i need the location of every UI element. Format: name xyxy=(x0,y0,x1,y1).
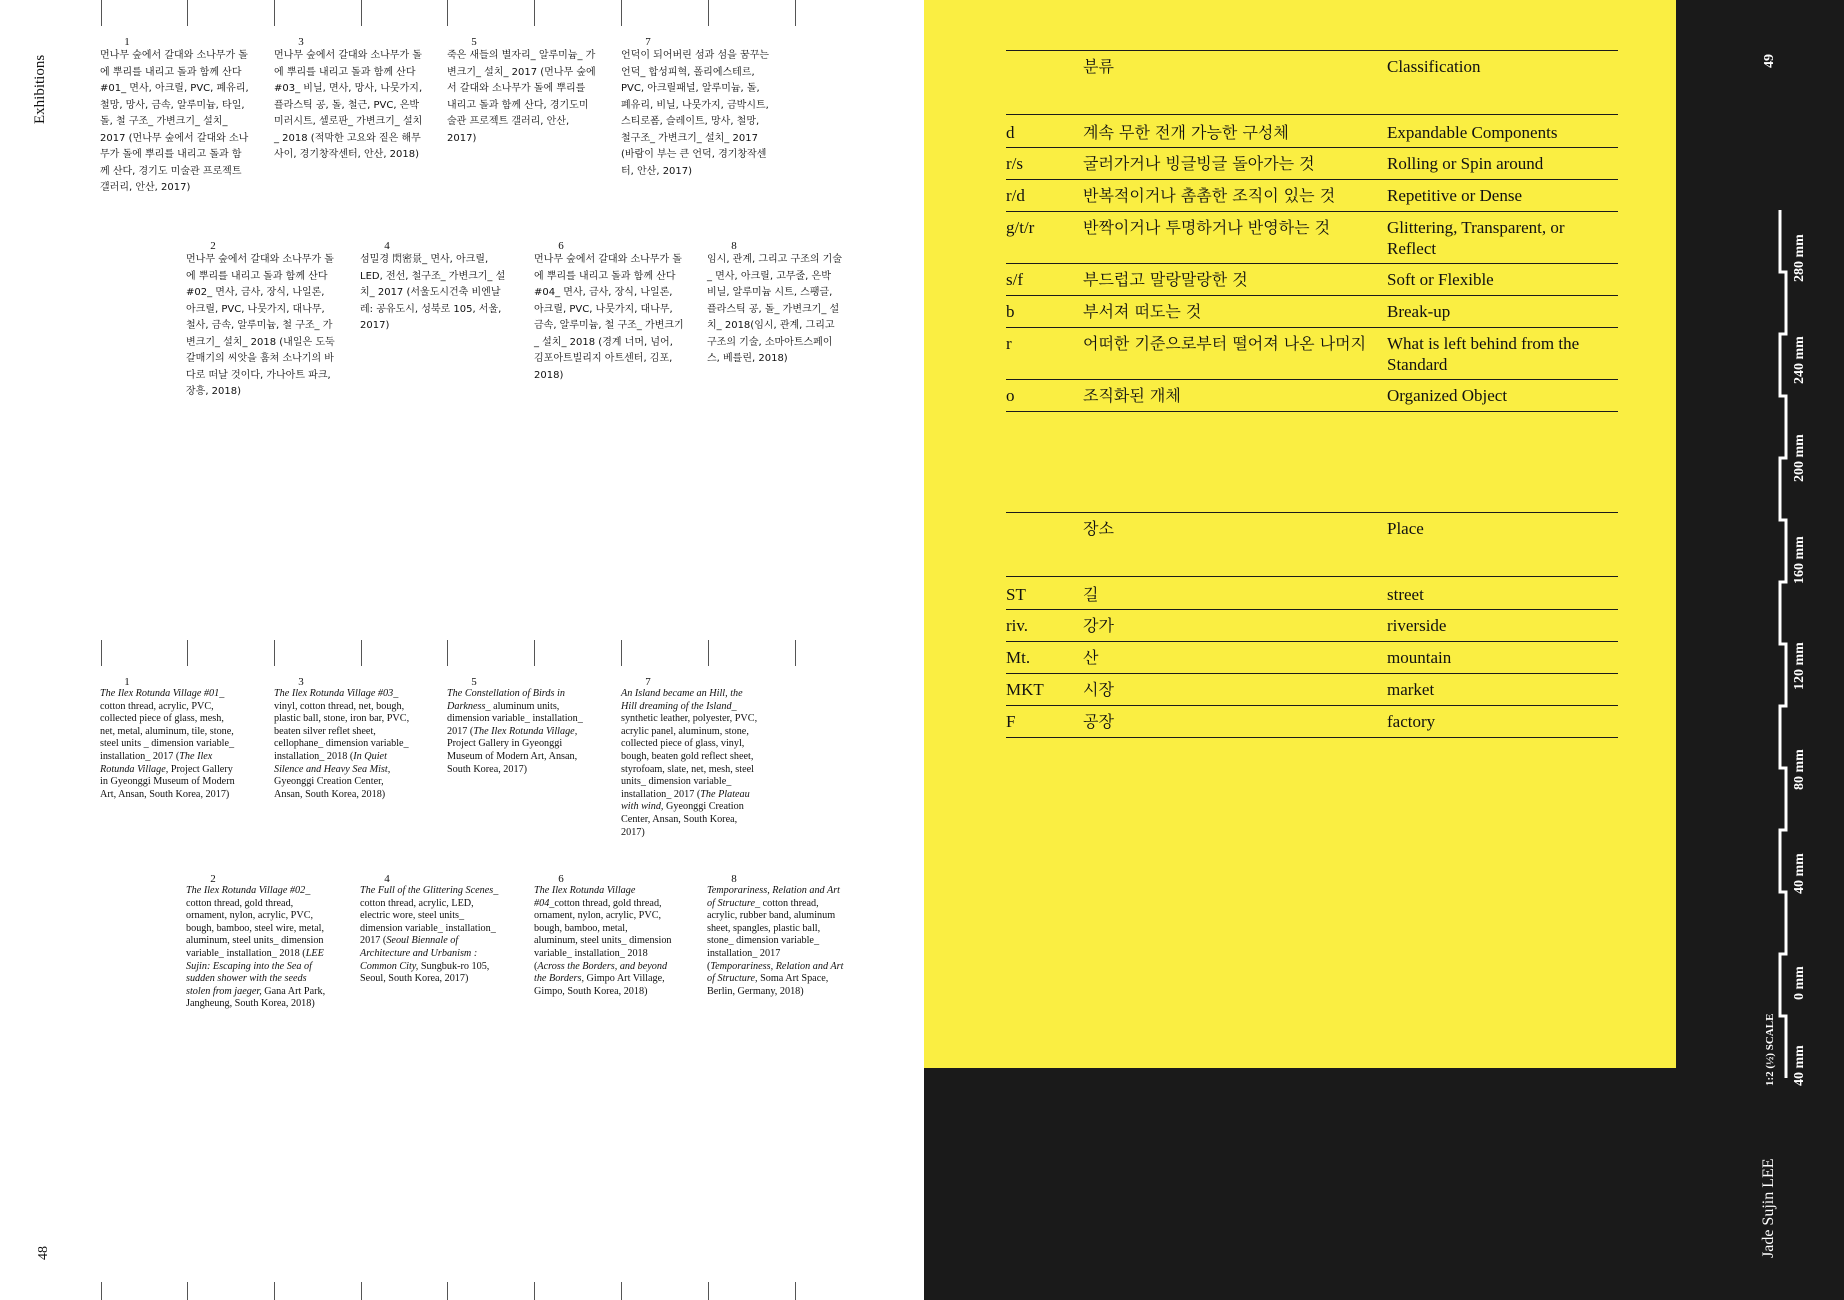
english-entry xyxy=(534,873,674,998)
table-cell-abbr: MKT xyxy=(1006,680,1044,699)
entry-venue: Soma Art Space, Berlin, Germany, 2018) xyxy=(707,973,829,997)
table-cell-abbr: r/d xyxy=(1006,186,1025,205)
table-cell-en: Repetitive or Dense xyxy=(1387,186,1523,205)
table-cell-en: mountain xyxy=(1387,648,1452,667)
scale-label: 40 mm xyxy=(1792,853,1807,894)
korean-entry xyxy=(186,240,336,401)
entry-number: 4 xyxy=(384,240,390,252)
tick-mark xyxy=(447,640,448,666)
table-cell-abbr: g/t/r xyxy=(1006,218,1035,237)
entry-title: The Full of the Glittering Scenes_ xyxy=(360,885,499,896)
table-rule xyxy=(1006,147,1618,148)
tick-mark xyxy=(621,640,622,666)
scale-label: 160 mm xyxy=(1792,536,1807,584)
scale-ruler-line xyxy=(1780,210,1786,1078)
tick-mark xyxy=(708,1282,709,1300)
entry-venue: Gyeonggi Creation Center, Ansan, South Korea, 2018) xyxy=(274,776,386,800)
tick-mark xyxy=(447,1282,448,1300)
korean-entry xyxy=(707,240,842,368)
entry-venue-title: The Ilex Rotunda Village, xyxy=(100,750,213,775)
korean-entry xyxy=(621,36,771,180)
tick-mark xyxy=(361,0,362,26)
tick-mark xyxy=(101,640,102,666)
table-rule xyxy=(1006,179,1618,180)
english-entry xyxy=(447,676,587,776)
place-header-ko: 장소 xyxy=(1083,519,1114,538)
entry-number: 5 xyxy=(471,676,477,688)
table-cell-ko: 어떠한 기준으로부터 떨어져 나온 나머지 xyxy=(1083,334,1367,353)
table-cell-ko: 강가 xyxy=(1083,616,1114,635)
tick-mark xyxy=(361,640,362,666)
table-cell-abbr: r/s xyxy=(1006,154,1023,173)
entry-body: synthetic leather, polyester, PVC, acrylic panel, aluminum, stone, collected piece of glass, vinyl, bough, beaten gold reflect sheet, styrofoam, slate, net, mesh, steel units_ dimension variable_ installation_ 2017 ( xyxy=(621,713,758,800)
table-cell-abbr: ST xyxy=(1006,585,1026,604)
english-entry xyxy=(360,873,500,986)
table-cell-en: Expandable Components xyxy=(1387,123,1558,142)
tick-mark xyxy=(534,640,535,666)
entry-number: 4 xyxy=(384,873,390,885)
table-cell-ko: 산 xyxy=(1083,648,1099,667)
section-label: Exhibitions xyxy=(32,54,48,124)
place-header-en: Place xyxy=(1387,519,1424,538)
table-rule xyxy=(1006,641,1618,642)
table-rule xyxy=(1006,50,1618,51)
table-rule xyxy=(1006,411,1618,412)
table-rule xyxy=(1006,673,1618,674)
table-cell-ko: 조직화된 개체 xyxy=(1083,386,1181,405)
entry-venue: Gimpo Art Village, Gimpo, South Korea, 2018) xyxy=(534,973,665,997)
entry-body: cotton thread, gold thread, ornament, nylon, acrylic, PVC, bough, bamboo, metal, aluminum, steel units_ dimension variable_ installation_ 2018 ( xyxy=(534,897,672,972)
tick-mark xyxy=(795,1282,796,1300)
entry-venue: Gyeonggi Creation Center, Ansan, South Korea, 2017) xyxy=(621,801,744,838)
table-cell-en: market xyxy=(1387,680,1435,699)
tick-mark xyxy=(101,0,102,26)
table-cell-en: Soft or Flexible xyxy=(1387,270,1494,289)
korean-entry xyxy=(534,240,684,384)
entry-title: Temporariness, Relation and Art of Structure_ xyxy=(707,885,841,909)
entry-venue-title: Across the Borders, and beyond the Borders, xyxy=(534,960,668,985)
korean-entry xyxy=(100,36,250,197)
table-cell-en: Glittering, Transparent, or Reflect xyxy=(1387,218,1565,258)
scale-title: 1:2 (½) SCALE xyxy=(1764,1013,1776,1086)
tick-mark xyxy=(361,1282,362,1300)
tick-mark xyxy=(621,0,622,26)
tick-mark xyxy=(274,1282,275,1300)
english-entry xyxy=(621,676,761,839)
tick-mark xyxy=(708,0,709,26)
table-cell-ko: 부드럽고 말랑말랑한 것 xyxy=(1083,270,1248,289)
entry-venue-title: Seoul Biennale of Architecture and Urbanism : Common City, xyxy=(360,935,478,972)
table-cell-en: Rolling or Spin around xyxy=(1387,154,1544,173)
entry-body: cotton thread, gold thread, ornament, nylon, acrylic, PVC, bough, bamboo, steel wire, metal, aluminum, steel units_ dimension variable_ installation_ 2018 ( xyxy=(186,897,325,959)
entry-number: 6 xyxy=(558,873,564,885)
classification-table xyxy=(1006,50,1618,420)
table-rule xyxy=(1006,576,1618,577)
scale-label: 40 mm xyxy=(1792,1045,1807,1086)
english-entry xyxy=(707,873,847,998)
table-cell-abbr: o xyxy=(1006,386,1015,405)
tick-mark xyxy=(795,640,796,666)
table-rule xyxy=(1006,295,1618,296)
entry-number: 1 xyxy=(124,676,130,688)
scale-label: 240 mm xyxy=(1792,336,1807,384)
table-cell-abbr: b xyxy=(1006,302,1015,321)
table-cell-en: riverside xyxy=(1387,616,1447,635)
tick-mark xyxy=(795,0,796,26)
table-cell-abbr: riv. xyxy=(1006,616,1029,635)
table-rule xyxy=(1006,379,1618,380)
tick-mark xyxy=(187,0,188,26)
tick-mark xyxy=(101,1282,102,1300)
entry-text: 먼나무 숲에서 갈대와 소나무가 돌에 뿌리를 내리고 돌과 함께 산다 #02_ 면사, 금사, 장식, 나일론, 아크릴, PVC, 나뭇가지, 대나무, 철사, 금속, 알루미늄, 철 구조_ 가변크기_ 설치_ 2018 (내일은 도둑갈매기의 씨앗을 훔쳐 소나기의 바다로 떠날 것이다, 가나아트 파크, 장흥, 2018) xyxy=(186,254,335,397)
table-cell-en: Organized Object xyxy=(1387,386,1508,405)
entry-title: The Ilex Rotunda Village #01_ xyxy=(100,688,225,699)
entry-number: 2 xyxy=(210,240,216,252)
entry-text: 임시, 관계, 그리고 구조의 기술_ 면사, 아크릴, 고무줄, 은박 비닐, 알루미늄 시트, 스팽글, 플라스틱 공, 돌_ 가변크기_ 설치_ 2018(임시, 관계, 그리고 구조의 기술, 소마아트스페이스, 베를린, 2018) xyxy=(707,254,842,364)
table-rule xyxy=(1006,609,1618,610)
entry-number: 3 xyxy=(298,36,304,48)
entry-venue-title: The Plateau with wind, xyxy=(621,788,750,813)
table-rule xyxy=(1006,705,1618,706)
english-entry xyxy=(186,873,326,1011)
entry-venue: Sungbuk-ro 105, Seoul, South Korea, 2017) xyxy=(360,960,490,985)
entry-number: 7 xyxy=(645,676,651,688)
entry-venue-title: Temporariness, Relation and Art of Structure, xyxy=(707,960,844,985)
entry-venue: Gana Art Park, Jangheung, South Korea, 2018) xyxy=(186,985,326,1010)
table-rule xyxy=(1006,263,1618,264)
entry-number: 5 xyxy=(471,36,477,48)
table-cell-en: What is left behind from the Standard xyxy=(1387,334,1580,374)
entry-venue-title: LEE Sujin: Escaping into the Sea of sudden shower with the seeds stolen from jaeger, xyxy=(186,947,324,997)
entry-number: 2 xyxy=(210,873,216,885)
entry-venue-title: The Ilex Rotunda Village, xyxy=(473,725,578,737)
table-rule xyxy=(1006,327,1618,328)
entry-text: 먼나무 숲에서 갈대와 소나무가 돌에 뿌리를 내리고 돌과 함께 산다 #03_ 비닐, 면사, 망사, 나뭇가지, 플라스틱 공, 돌, 철근, PVC, 은박미러시트, 셀로판_ 가변크기_ 설치_ 2018 (적막한 고요와 짙은 해무사이, 경기창작센터, 안산, 2018) xyxy=(274,50,423,160)
table-cell-ko: 굴러가거나 빙글빙글 돌아가는 것 xyxy=(1083,154,1315,173)
table-cell-ko: 계속 무한 전개 가능한 구성체 xyxy=(1083,123,1289,142)
entry-venue-title: In Quiet Silence and Heavy Sea Mist, xyxy=(274,750,391,775)
table-cell-ko: 시장 xyxy=(1083,680,1114,699)
entry-title: The Ilex Rotunda Village #02_ xyxy=(186,885,311,896)
table-cell-abbr: F xyxy=(1006,712,1016,731)
table-cell-abbr: r xyxy=(1006,334,1012,353)
tick-mark xyxy=(274,640,275,666)
entry-venue: Project Gallery in Gyeonggi Museum of Modern Art, Ansan, South Korea, 2017) xyxy=(100,763,235,800)
entry-number: 6 xyxy=(558,240,564,252)
tick-mark xyxy=(187,1282,188,1300)
table-cell-en: street xyxy=(1387,585,1424,604)
korean-entry xyxy=(360,240,510,335)
entry-number: 8 xyxy=(731,873,737,885)
scale-label: 200 mm xyxy=(1792,434,1807,482)
table-cell-en: factory xyxy=(1387,712,1436,731)
entry-text: 죽은 새들의 별자리_ 알루미늄_ 가변크기_ 설치_ 2017 (먼나무 숲에서 갈대와 소나무가 돌에 뿌리를 내리고 돌과 함께 산다, 경기도미술관 프로젝트 갤러리, 안산, 2017) xyxy=(447,50,596,144)
scale-label: 280 mm xyxy=(1792,234,1807,282)
entry-text: 섬밀경 閃密景_ 면사, 아크릴, LED, 전선, 철구조_ 가변크기_ 설치_ 2017 (서울도시건축 비엔날레: 공유도시, 성북로 105, 서울, 2017) xyxy=(360,254,506,331)
table-cell-abbr: d xyxy=(1006,123,1015,142)
entry-number: 7 xyxy=(645,36,651,48)
tick-mark xyxy=(621,1282,622,1300)
table-cell-abbr: Mt. xyxy=(1006,648,1031,667)
table-cell-ko: 공장 xyxy=(1083,712,1114,731)
table-cell-ko: 반짝이거나 투명하거나 반영하는 것 xyxy=(1083,218,1331,237)
scale-label: 0 mm xyxy=(1792,966,1807,1000)
entry-venue: Project Gallery in Gyeonggi Museum of Modern Art, Ansan, South Korea, 2017) xyxy=(447,738,578,775)
tick-mark xyxy=(708,640,709,666)
entry-title: An Island became an Hill, the Hill dreaming of the Island_ xyxy=(621,688,743,712)
scale-ruler xyxy=(1760,210,1820,1090)
korean-entry xyxy=(274,36,424,164)
table-rule xyxy=(1006,211,1618,212)
table-rule xyxy=(1006,737,1618,738)
entry-number: 1 xyxy=(124,36,130,48)
scale-label: 120 mm xyxy=(1792,642,1807,690)
entry-body: cotton thread, acrylic, rubber band, aluminum sheet, spangles, plastic ball, stone_ dimension variable_ installation_ 2017 ( xyxy=(707,897,836,972)
tick-mark xyxy=(447,0,448,26)
entry-body: aluminum units, dimension variable_ installation_ 2017 ( xyxy=(447,700,583,737)
entry-body: cotton thread, acrylic, LED, electric wore, steel units_ dimension variable_ installation_ 2017 ( xyxy=(360,897,496,947)
author-name: Jade Sujin LEE xyxy=(1760,1158,1777,1258)
tick-mark xyxy=(187,640,188,666)
place-table xyxy=(1006,512,1618,752)
table-cell-en: Break-up xyxy=(1387,302,1451,321)
entry-text: 언덕이 되어버린 섬과 섬을 꿈꾸는 언덕_ 합성피혁, 폴리에스테르, PVC, 아크릴패널, 알루미늄, 돌, 폐유리, 비닐, 나뭇가지, 금박시트, 스티로폼, 슬레이트, 망사, 철망, 철구조_ 가변크기_ 설치_ 2017 (바람이 부는 큰 언덕, 경기창작센터, 안산, 2017) xyxy=(621,50,769,177)
entry-number: 8 xyxy=(731,240,737,252)
table-cell-ko: 부서져 떠도는 것 xyxy=(1083,302,1202,321)
table-cell-ko: 반복적이거나 촘촘한 조직이 있는 것 xyxy=(1083,186,1336,205)
english-entry xyxy=(100,676,240,801)
tick-mark xyxy=(534,0,535,26)
entry-body: cotton thread, acrylic, PVC, collected piece of glass, mesh, net, metal, aluminum, tile, stone, steel units _ dimension variable_ installation_ 2017 ( xyxy=(100,700,235,762)
entry-title: The Ilex Rotunda Village #03_ xyxy=(274,688,399,699)
page-number-left: 48 xyxy=(36,1246,51,1260)
entry-text: 먼나무 숲에서 갈대와 소나무가 돌에 뿌리를 내리고 돌과 함께 산다 #01_ 면사, 아크릴, PVC, 폐유리, 철망, 망사, 금속, 알루미늄, 타일, 돌, 철 구조_ 가변크기_ 설치_ 2017 (먼나무 숲에서 갈대와 소나무가 돌에 뿌리를 내리고 돌과 함께 산다, 경기도 미술관 프로젝트갤러리, 안산, 2017) xyxy=(100,50,249,193)
table-rule xyxy=(1006,512,1618,513)
classification-header-en: Classification xyxy=(1387,57,1481,76)
table-cell-ko: 길 xyxy=(1083,585,1099,604)
entry-title: The Constellation of Birds in Darkness_ xyxy=(447,688,565,712)
entry-title: The Ilex Rotunda Village #04_ xyxy=(534,885,636,909)
classification-header-ko: 분류 xyxy=(1083,57,1114,76)
korean-entry xyxy=(447,36,597,147)
entry-text: 먼나무 숲에서 갈대와 소나무가 돌에 뿌리를 내리고 돌과 함께 산다 #04_ 면사, 금사, 장식, 나일론, 아크릴, PVC, 나뭇가지, 대나무, 금속, 알루미늄, 철 구조_ 가변크기_ 설치_ 2018 (경계 너머, 넘어, 김포아트빌리지 아트센터, 김포, 2018) xyxy=(534,254,684,381)
table-cell-abbr: s/f xyxy=(1006,270,1023,289)
entry-number: 3 xyxy=(298,676,304,688)
english-entry xyxy=(274,676,414,801)
page-number-right: 49 xyxy=(1762,54,1777,68)
entry-body: vinyl, cotton thread, net, bough, plastic ball, stone, iron bar, PVC, beaten silver reflet sheet, cellophane_ dimension variable_ installation_ 2018 ( xyxy=(274,700,410,762)
table-rule xyxy=(1006,114,1618,115)
scale-label: 80 mm xyxy=(1792,749,1807,790)
tick-mark xyxy=(274,0,275,26)
tick-mark xyxy=(534,1282,535,1300)
